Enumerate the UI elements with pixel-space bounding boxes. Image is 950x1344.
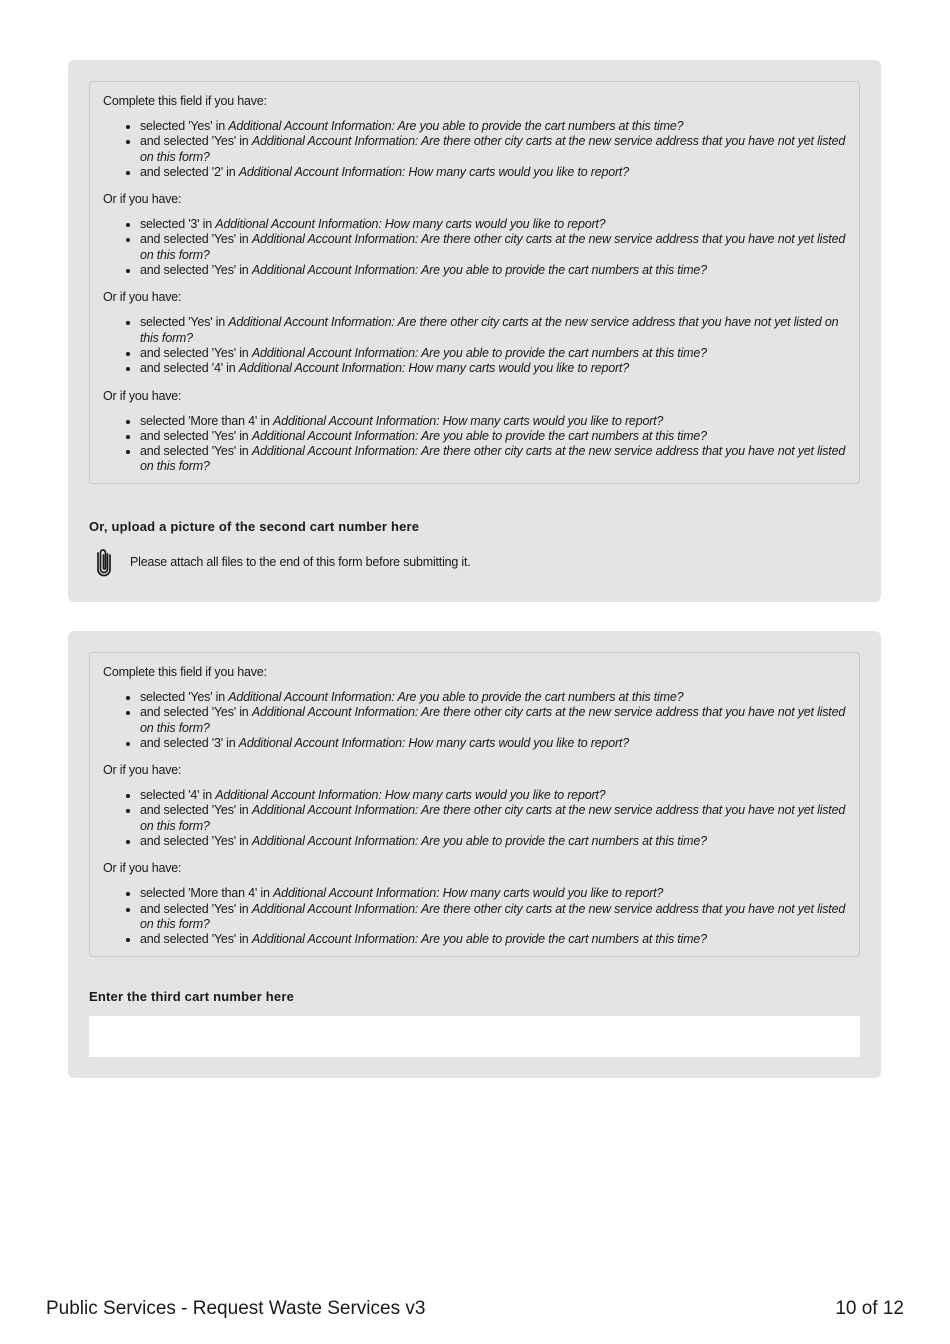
attach-note: Please attach all files to the end of this form before submitting it.: [130, 555, 471, 569]
field-label: Enter the third cart number here: [89, 989, 295, 1004]
condition-question: Additional Account Information: Are you able to provide the cart numbers at this time?: [251, 428, 707, 443]
condition-item: [140, 886, 846, 901]
condition-list: [103, 690, 846, 751]
condition-selection: selected 'Yes' in: [140, 690, 229, 704]
condition-intro: Or if you have:: [103, 290, 182, 305]
condition-question: Additional Account Information: Are there other city carts at the new service address that you have not yet listed on this form?: [140, 803, 846, 833]
condition-question: Additional Account Information: Are you able to provide the cart numbers at this time?: [251, 345, 707, 360]
condition-item: [140, 736, 846, 751]
condition-item: [140, 217, 846, 232]
condition-selection: selected 'More than 4' in: [140, 886, 273, 901]
condition-selection: and selected '3' in: [140, 735, 239, 750]
conditions-box: [89, 81, 860, 484]
condition-selection: selected '4' in: [140, 788, 216, 803]
condition-list: [103, 119, 846, 180]
condition-selection: and selected 'Yes' in: [140, 901, 252, 916]
condition-selection: selected '3' in: [140, 217, 216, 232]
condition-question: Additional Account Information: How many carts would you like to report?: [238, 361, 629, 376]
condition-item: [140, 165, 846, 180]
condition-selection: selected 'More than 4' in: [140, 413, 273, 428]
condition-question: Additional Account Information: How many carts would you like to report?: [215, 217, 606, 232]
condition-intro: Complete this field if you have:: [103, 665, 267, 679]
footer-form-title: Public Services - Request Waste Services v3: [46, 1298, 426, 1319]
condition-selection: and selected 'Yes' in: [140, 834, 252, 849]
condition-item: [140, 263, 846, 278]
condition-question: Additional Account Information: Are there other city carts at the new service address that you have not yet listed on this form?: [140, 444, 846, 474]
condition-question: Additional Account Information: Are you able to provide the cart numbers at this time?: [251, 932, 707, 947]
condition-item: [140, 788, 846, 803]
condition-item: [140, 932, 846, 947]
condition-question: Additional Account Information: Are you able to provide the cart numbers at this time?: [251, 263, 707, 278]
condition-item: [140, 414, 846, 429]
condition-item: [140, 315, 846, 346]
condition-item: [140, 119, 846, 134]
condition-question: Additional Account Information: Are there other city carts at the new service address that you have not yet listed on this form?: [140, 901, 846, 931]
condition-selection: and selected 'Yes' in: [140, 263, 252, 278]
condition-question: Additional Account Information: Are there other city carts at the new service address that you have not yet listed on this form?: [140, 315, 839, 345]
condition-list: [103, 315, 846, 376]
condition-question: Additional Account Information: How many carts would you like to report?: [238, 164, 629, 179]
condition-item: [140, 705, 846, 736]
condition-item: [140, 902, 846, 933]
condition-intro: Or if you have:: [103, 192, 182, 207]
condition-item: [140, 346, 846, 361]
condition-intro: Or if you have:: [103, 388, 182, 403]
condition-list: [103, 886, 846, 947]
condition-question: Additional Account Information: How many carts would you like to report?: [238, 735, 629, 750]
condition-item: [140, 134, 846, 165]
third-cart-number-input[interactable]: [89, 1016, 860, 1057]
condition-list: [103, 217, 846, 278]
condition-item: [140, 690, 846, 705]
form-section-second-cart-upload: [68, 60, 881, 602]
condition-question: Additional Account Information: Are you able to provide the cart numbers at this time?: [228, 690, 684, 704]
condition-question: Additional Account Information: How many carts would you like to report?: [272, 886, 664, 901]
condition-item: [140, 429, 846, 444]
condition-list: [103, 788, 846, 849]
condition-selection: and selected 'Yes' in: [140, 803, 252, 818]
condition-selection: and selected '2' in: [140, 164, 239, 179]
condition-list: [103, 414, 846, 475]
condition-selection: and selected 'Yes' in: [140, 705, 252, 720]
condition-question: Additional Account Information: How many carts would you like to report?: [215, 788, 606, 803]
conditions-box: [89, 652, 860, 957]
condition-question: Additional Account Information: Are there other city carts at the new service address that you have not yet listed on this form?: [140, 134, 846, 164]
condition-selection: and selected 'Yes' in: [140, 345, 252, 360]
condition-selection: selected 'Yes' in: [140, 315, 229, 330]
paperclip-icon: [95, 547, 113, 577]
condition-item: [140, 834, 846, 849]
condition-item: [140, 444, 846, 475]
condition-question: Additional Account Information: Are you able to provide the cart numbers at this time?: [228, 119, 684, 133]
condition-selection: and selected '4' in: [140, 361, 239, 376]
condition-intro: Complete this field if you have:: [103, 94, 267, 108]
attachment-notice: [95, 547, 471, 577]
condition-item: [140, 232, 846, 263]
condition-selection: and selected 'Yes' in: [140, 232, 252, 247]
condition-selection: and selected 'Yes' in: [140, 134, 252, 149]
condition-item: [140, 803, 846, 834]
condition-intro: Or if you have:: [103, 861, 182, 876]
field-label: Or, upload a picture of the second cart number here: [89, 519, 420, 534]
condition-selection: selected 'Yes' in: [140, 119, 229, 133]
condition-intro: Or if you have:: [103, 763, 182, 778]
condition-question: Additional Account Information: Are there other city carts at the new service address that you have not yet listed on this form?: [140, 705, 846, 735]
condition-question: Additional Account Information: Are there other city carts at the new service address that you have not yet listed on this form?: [140, 232, 846, 262]
condition-question: Additional Account Information: Are you able to provide the cart numbers at this time?: [251, 834, 707, 849]
condition-selection: and selected 'Yes' in: [140, 932, 252, 947]
footer-page-number: 10 of 12: [835, 1298, 904, 1319]
condition-selection: and selected 'Yes' in: [140, 444, 252, 459]
condition-question: Additional Account Information: How many carts would you like to report?: [272, 413, 664, 428]
condition-item: [140, 361, 846, 376]
condition-selection: and selected 'Yes' in: [140, 428, 252, 443]
form-section-third-cart-number: [68, 631, 881, 1078]
